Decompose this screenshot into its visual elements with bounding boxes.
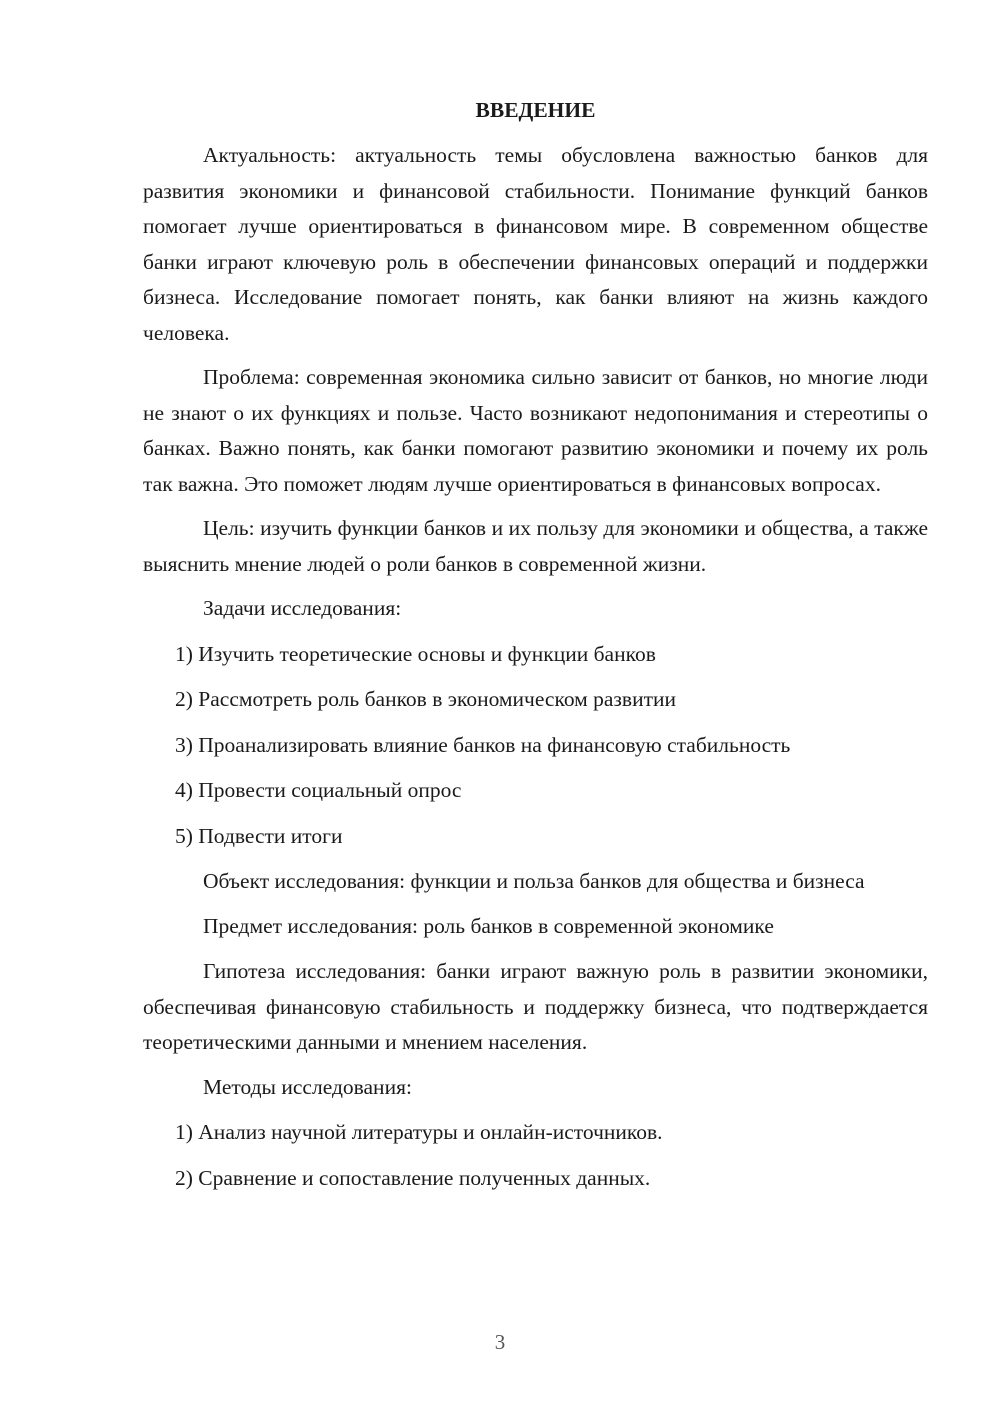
list-item: 1) Изучить теоретические основы и функции банков (175, 641, 656, 666)
page-number: 3 (494, 1330, 506, 1354)
section-title: ВВЕДЕНИЕ (475, 98, 596, 122)
subject-paragraph: Предмет исследования: роль банков в современной экономике (203, 913, 774, 938)
goal-paragraph: Цель: изучить функции банков и их пользу для экономики и общества, а также выяснить мнение людей о роли банков в современной жизни. (143, 516, 928, 576)
hypothesis-paragraph: Гипотеза исследования: банки играют важную роль в развитии экономики, обеспечивая финансовую стабильность и поддержку бизнеса, что подтверждается теоретическими данными и мнением населения. (143, 959, 928, 1054)
methods-heading: Методы исследования: (203, 1074, 412, 1099)
list-item: 2) Сравнение и сопоставление полученных данных. (175, 1165, 651, 1190)
document-page (143, 95, 928, 1206)
list-item: 1) Анализ научной литературы и онлайн-источников. (175, 1120, 663, 1144)
object-paragraph: Объект исследования: функции и польза банков для общества и бизнеса (203, 869, 865, 893)
list-item: 4) Провести социальный опрос (175, 778, 462, 802)
problem-paragraph: Проблема: современная экономика сильно зависит от банков, но многие люди не знают о их функциях и пользе. Часто возникают недопонимания и стереотипы о банках. Важно понять, как банки помогают развитию экономики и почему их роль так важна. Это поможет людям лучше ориентироваться в финансовых вопросах. (143, 365, 928, 496)
list-item: 2) Рассмотреть роль банков в экономическом развитии (175, 687, 676, 711)
list-item: 5) Подвести итоги (175, 823, 343, 848)
list-item: 3) Проанализировать влияние банков на финансовую стабильность (175, 732, 791, 757)
tasks-heading: Задачи исследования: (203, 596, 402, 620)
relevance-paragraph: Актуальность: актуальность темы обусловлена важностью банков для развития экономики и финансовой стабильности. Понимание функций банков помогает лучше ориентироваться в финансовом мире. В современном обществе банки играют ключевую роль в обеспечении финансовых операций и поддержки бизнеса. Исследование помогает понять, как банки влияют на жизнь каждого человека. (143, 143, 928, 345)
methods-list (143, 1115, 928, 1196)
tasks-list (143, 637, 928, 855)
